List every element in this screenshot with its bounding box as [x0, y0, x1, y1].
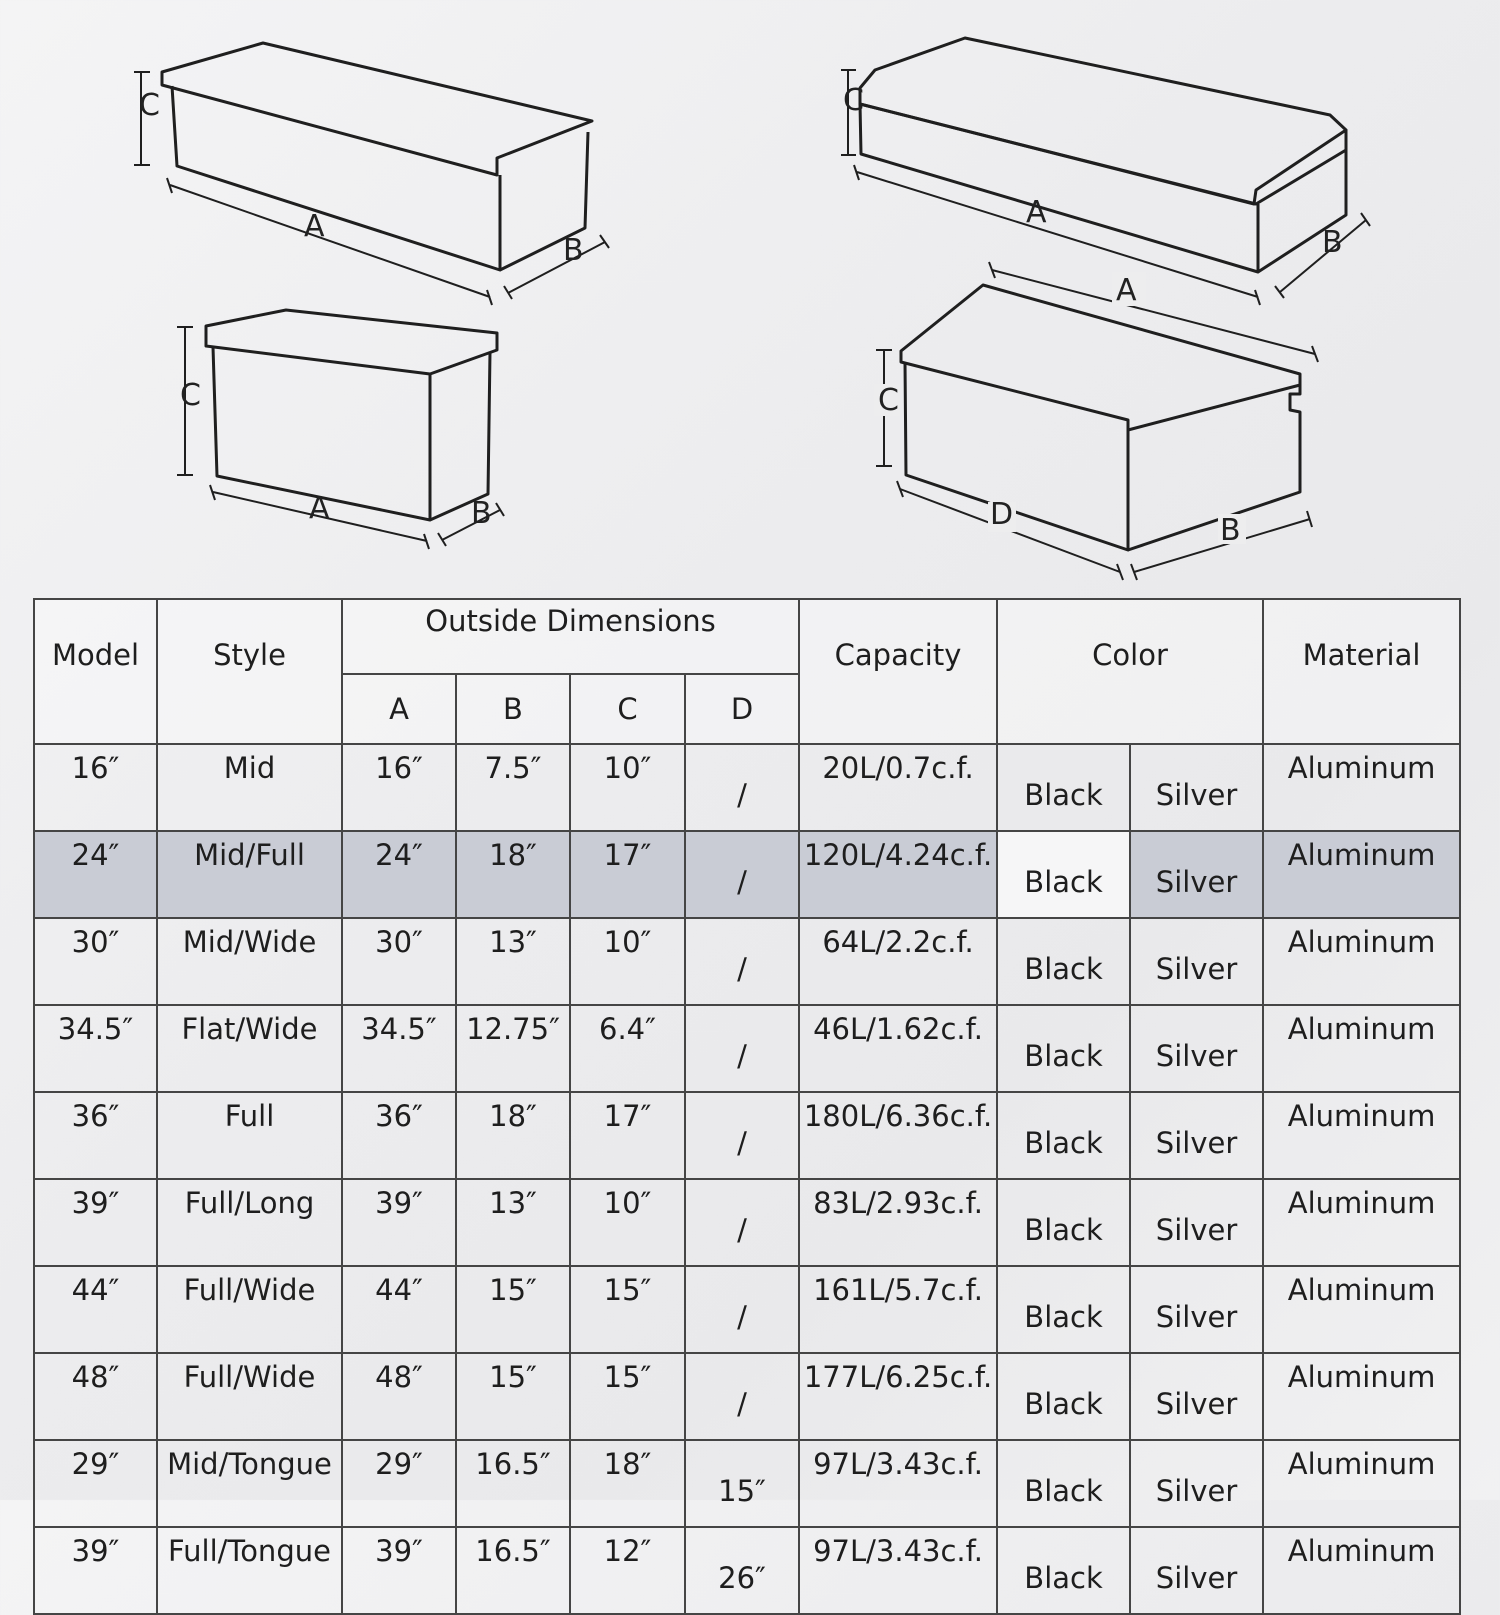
- table-row: [34, 744, 1460, 831]
- diagram3-label-a: A: [1026, 195, 1047, 230]
- color-black-cell: Black: [997, 1005, 1130, 1092]
- dim-c-cell: 10″: [570, 1179, 685, 1266]
- table-row: [34, 1266, 1460, 1353]
- model-cell: 44″: [34, 1266, 157, 1353]
- color-black-cell: Black: [997, 744, 1130, 831]
- material-cell: Aluminum: [1263, 744, 1460, 831]
- dim-d-cell: /: [685, 1005, 799, 1092]
- color-black-cell: Black: [997, 1527, 1130, 1614]
- header-dim-c: C: [570, 674, 685, 744]
- dim-b-cell: 13″: [456, 918, 570, 1005]
- style-cell: Mid/Wide: [157, 918, 342, 1005]
- model-cell: 16″: [34, 744, 157, 831]
- diagram-long-box: [134, 43, 609, 305]
- dim-b-cell: 12.75″: [456, 1005, 570, 1092]
- diagram4-label-a: A: [1116, 273, 1137, 308]
- header-material: Material: [1263, 599, 1460, 744]
- material-cell: Aluminum: [1263, 918, 1460, 1005]
- material-cell: Aluminum: [1263, 1527, 1460, 1614]
- color-silver-cell: Silver: [1130, 918, 1263, 1005]
- diagram2-label-b: B: [471, 496, 492, 531]
- dim-d-cell: 15″: [685, 1440, 799, 1527]
- capacity-cell: 46L/1.62c.f.: [799, 1005, 997, 1092]
- dim-b-cell: 18″: [456, 1092, 570, 1179]
- spec-table: [33, 598, 1461, 1615]
- dim-b-cell: 18″: [456, 831, 570, 918]
- color-silver-cell: Silver: [1130, 1440, 1263, 1527]
- style-cell: Mid/Full: [157, 831, 342, 918]
- dim-b-cell: 16.5″: [456, 1440, 570, 1527]
- color-silver-cell: Silver: [1130, 1527, 1263, 1614]
- color-silver-cell: Silver: [1130, 1179, 1263, 1266]
- model-cell: 34.5″: [34, 1005, 157, 1092]
- capacity-cell: 120L/4.24c.f.: [799, 831, 997, 918]
- model-cell: 29″: [34, 1440, 157, 1527]
- table-row: [34, 918, 1460, 1005]
- capacity-cell: 64L/2.2c.f.: [799, 918, 997, 1005]
- dim-b-cell: 13″: [456, 1179, 570, 1266]
- diagram1-label-a: A: [304, 209, 325, 244]
- dim-a-cell: 34.5″: [342, 1005, 456, 1092]
- dim-a-cell: 44″: [342, 1266, 456, 1353]
- toolbox-diagrams: [0, 0, 1500, 590]
- material-cell: Aluminum: [1263, 1266, 1460, 1353]
- header-outside-dimensions: Outside Dimensions: [342, 599, 799, 674]
- dim-c-cell: 17″: [570, 831, 685, 918]
- material-cell: Aluminum: [1263, 831, 1460, 918]
- dim-b-cell: 16.5″: [456, 1527, 570, 1614]
- dim-a-cell: 29″: [342, 1440, 456, 1527]
- header-style: Style: [157, 599, 342, 744]
- diagram4-label-d: D: [990, 497, 1014, 532]
- capacity-cell: 180L/6.36c.f.: [799, 1092, 997, 1179]
- table-row: [34, 1353, 1460, 1440]
- header-color: Color: [997, 599, 1263, 744]
- color-silver-cell: Silver: [1130, 1266, 1263, 1353]
- capacity-cell: 83L/2.93c.f.: [799, 1179, 997, 1266]
- model-cell: 48″: [34, 1353, 157, 1440]
- color-silver-cell: Silver: [1130, 744, 1263, 831]
- material-cell: Aluminum: [1263, 1092, 1460, 1179]
- material-cell: Aluminum: [1263, 1005, 1460, 1092]
- model-cell: 39″: [34, 1179, 157, 1266]
- capacity-cell: 20L/0.7c.f.: [799, 744, 997, 831]
- dim-d-cell: /: [685, 744, 799, 831]
- color-black-cell: Black: [997, 1179, 1130, 1266]
- header-dim-a: A: [342, 674, 456, 744]
- table-row: [34, 1440, 1460, 1527]
- model-cell: 36″: [34, 1092, 157, 1179]
- diagram3-label-b: B: [1322, 225, 1343, 260]
- material-cell: Aluminum: [1263, 1440, 1460, 1527]
- dim-b-cell: 15″: [456, 1353, 570, 1440]
- dim-d-cell: 26″: [685, 1527, 799, 1614]
- style-cell: Full/Wide: [157, 1353, 342, 1440]
- dim-a-cell: 24″: [342, 831, 456, 918]
- header-model: Model: [34, 599, 157, 744]
- diagram4-label-c: C: [878, 383, 899, 418]
- dim-a-cell: 48″: [342, 1353, 456, 1440]
- diagram2-label-a: A: [309, 491, 330, 526]
- dim-a-cell: 16″: [342, 744, 456, 831]
- table-row: [34, 1005, 1460, 1092]
- capacity-cell: 97L/3.43c.f.: [799, 1440, 997, 1527]
- style-cell: Full/Long: [157, 1179, 342, 1266]
- table-row: [34, 1179, 1460, 1266]
- dim-a-cell: 36″: [342, 1092, 456, 1179]
- dim-a-cell: 39″: [342, 1527, 456, 1614]
- diagram2-label-c: C: [180, 378, 201, 413]
- spec-table-body: [34, 744, 1460, 1614]
- dim-d-cell: /: [685, 1092, 799, 1179]
- diagram-beveled-box: [841, 38, 1370, 305]
- style-cell: Flat/Wide: [157, 1005, 342, 1092]
- diagram3-label-c: C: [843, 83, 864, 118]
- dim-a-cell: 30″: [342, 918, 456, 1005]
- color-black-cell: Black: [997, 1353, 1130, 1440]
- capacity-cell: 97L/3.43c.f.: [799, 1527, 997, 1614]
- dim-c-cell: 17″: [570, 1092, 685, 1179]
- dim-b-cell: 15″: [456, 1266, 570, 1353]
- material-cell: Aluminum: [1263, 1353, 1460, 1440]
- table-row: [34, 1092, 1460, 1179]
- style-cell: Full/Wide: [157, 1266, 342, 1353]
- dim-c-cell: 18″: [570, 1440, 685, 1527]
- style-cell: Mid: [157, 744, 342, 831]
- diagram1-label-c: C: [139, 88, 160, 123]
- capacity-cell: 177L/6.25c.f.: [799, 1353, 997, 1440]
- dim-c-cell: 12″: [570, 1527, 685, 1614]
- color-silver-cell: Silver: [1130, 1353, 1263, 1440]
- diagram1-label-b: B: [563, 233, 584, 268]
- model-cell: 39″: [34, 1527, 157, 1614]
- color-black-cell: Black: [997, 1092, 1130, 1179]
- model-cell: 24″: [34, 831, 157, 918]
- dim-d-cell: /: [685, 1353, 799, 1440]
- dim-d-cell: /: [685, 831, 799, 918]
- dim-c-cell: 10″: [570, 918, 685, 1005]
- diagram4-label-b: B: [1220, 513, 1241, 548]
- color-black-cell: Black: [997, 1266, 1130, 1353]
- material-cell: Aluminum: [1263, 1179, 1460, 1266]
- dim-b-cell: 7.5″: [456, 744, 570, 831]
- header-dim-d: D: [685, 674, 799, 744]
- style-cell: Full/Tongue: [157, 1527, 342, 1614]
- dim-c-cell: 15″: [570, 1353, 685, 1440]
- dim-c-cell: 15″: [570, 1266, 685, 1353]
- header-capacity: Capacity: [799, 599, 997, 744]
- dim-c-cell: 10″: [570, 744, 685, 831]
- style-cell: Full: [157, 1092, 342, 1179]
- table-row: [34, 1527, 1460, 1614]
- diagram-small-box: [177, 310, 504, 549]
- dim-a-cell: 39″: [342, 1179, 456, 1266]
- capacity-cell: 161L/5.7c.f.: [799, 1266, 997, 1353]
- style-cell: Mid/Tongue: [157, 1440, 342, 1527]
- color-black-cell: Black: [997, 1440, 1130, 1527]
- color-silver-cell: Silver: [1130, 1005, 1263, 1092]
- color-black-cell: Black: [997, 831, 1130, 918]
- table-row: [34, 831, 1460, 918]
- diagram-tongue-box: [874, 262, 1318, 580]
- dim-d-cell: /: [685, 1179, 799, 1266]
- color-silver-cell: Silver: [1130, 831, 1263, 918]
- dim-d-cell: /: [685, 1266, 799, 1353]
- model-cell: 30″: [34, 918, 157, 1005]
- header-dim-b: B: [456, 674, 570, 744]
- color-black-cell: Black: [997, 918, 1130, 1005]
- dim-d-cell: /: [685, 918, 799, 1005]
- color-silver-cell: Silver: [1130, 1092, 1263, 1179]
- dim-c-cell: 6.4″: [570, 1005, 685, 1092]
